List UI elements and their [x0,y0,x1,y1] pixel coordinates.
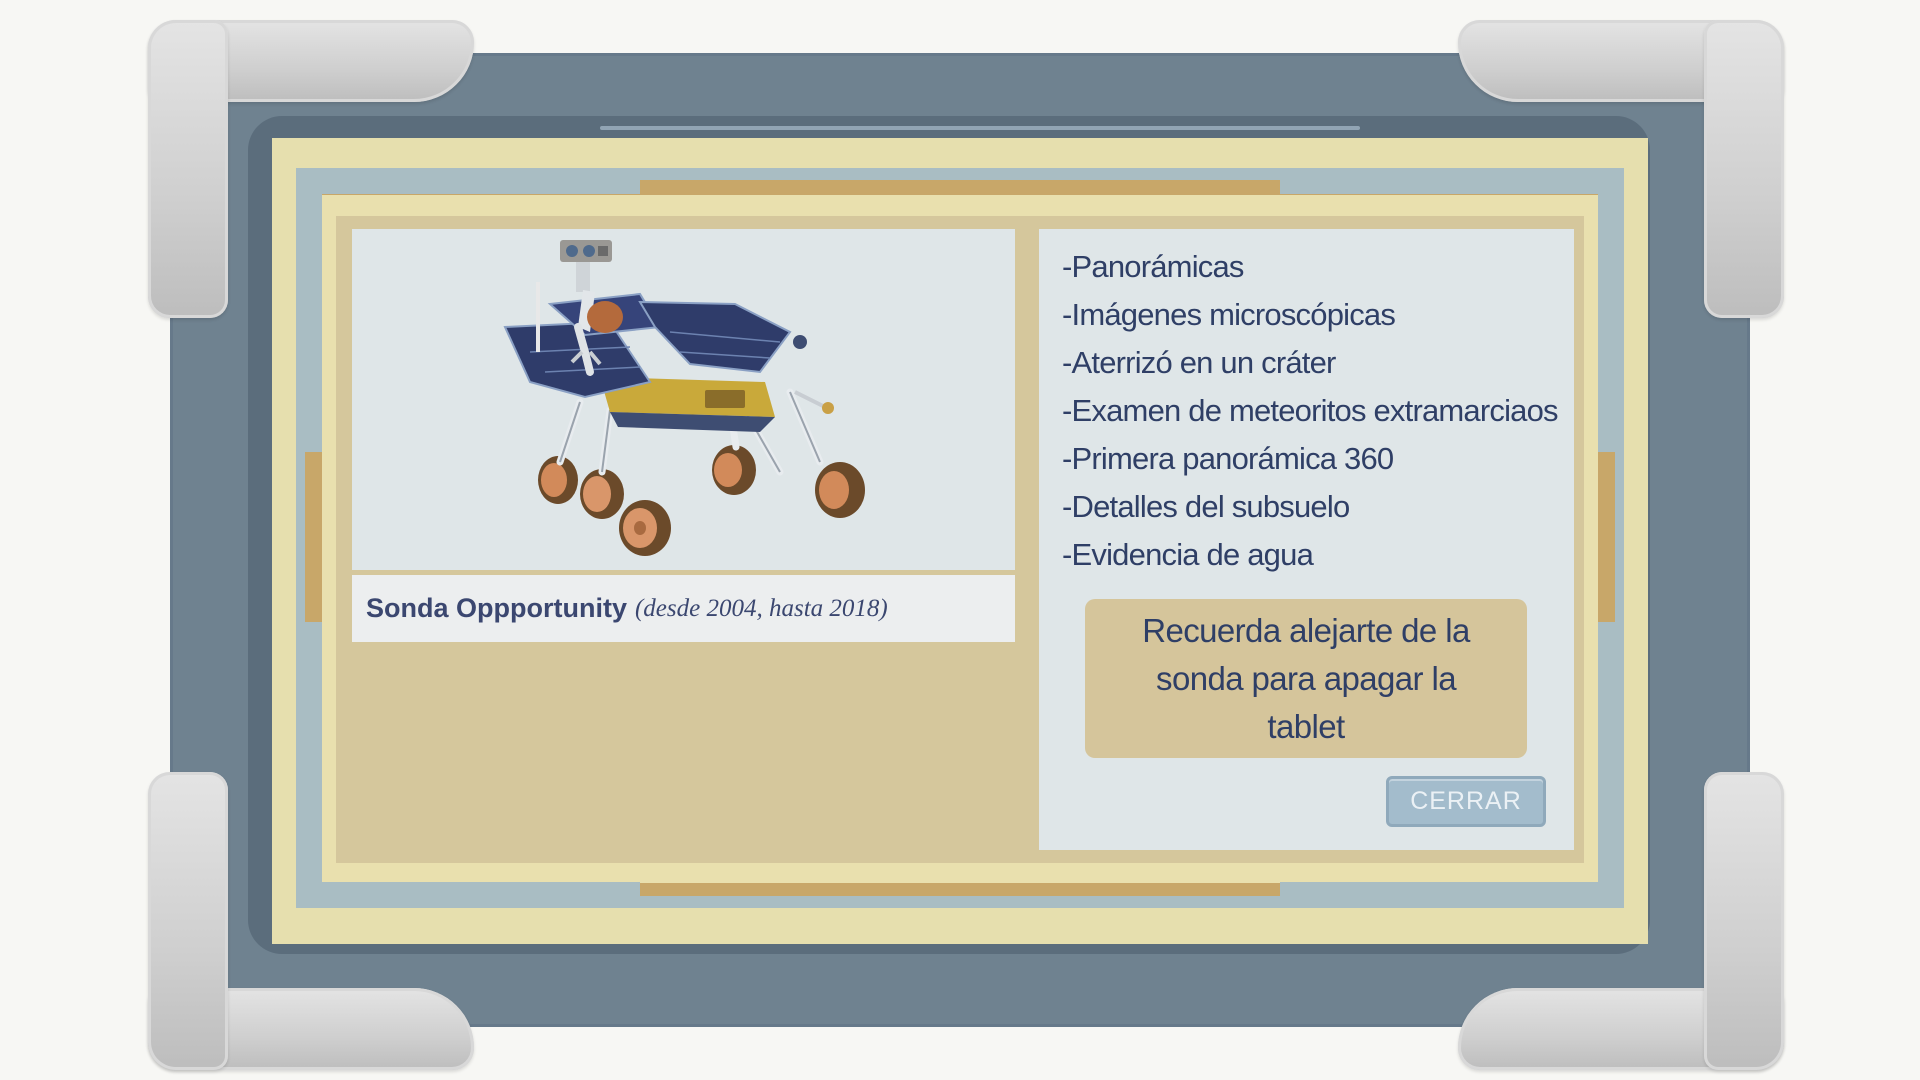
rover-wheel-back-right [712,445,756,495]
feature-item: -Primera panorámica 360 [1062,441,1394,476]
feature-item: -Aterrizó en un cráter [1062,345,1336,380]
rover-wheel-front-left [619,500,671,556]
feature-item: -Examen de meteoritos extramarciaos [1062,393,1558,428]
reminder-message-box [1085,599,1527,758]
feature-list [1062,243,1582,579]
rover-name: Sonda Oppportunity [366,593,627,623]
rover-caption-bar [352,575,1015,642]
feature-item: -Detalles del subsuelo [1062,489,1350,524]
rover-wheel-front-right [815,462,865,518]
feature-item: -Imágenes microscópicas [1062,297,1396,332]
rover-wheel-back-mid [580,469,624,519]
rover-mission-dates: (desde 2004, hasta 2018) [634,594,888,622]
corner-protector-bottom-left [148,760,478,1070]
feature-item: -Evidencia de agua [1062,537,1314,572]
rover-illustration [490,232,890,567]
tablet-frame-glare [600,126,1360,130]
close-button[interactable] [1386,776,1546,827]
reminder-message: Recuerda alejarte de la sonda para apagar la tablet [1142,611,1470,745]
feature-item: -Panorámicas [1062,249,1244,284]
close-button-label: CERRAR [1410,787,1522,815]
